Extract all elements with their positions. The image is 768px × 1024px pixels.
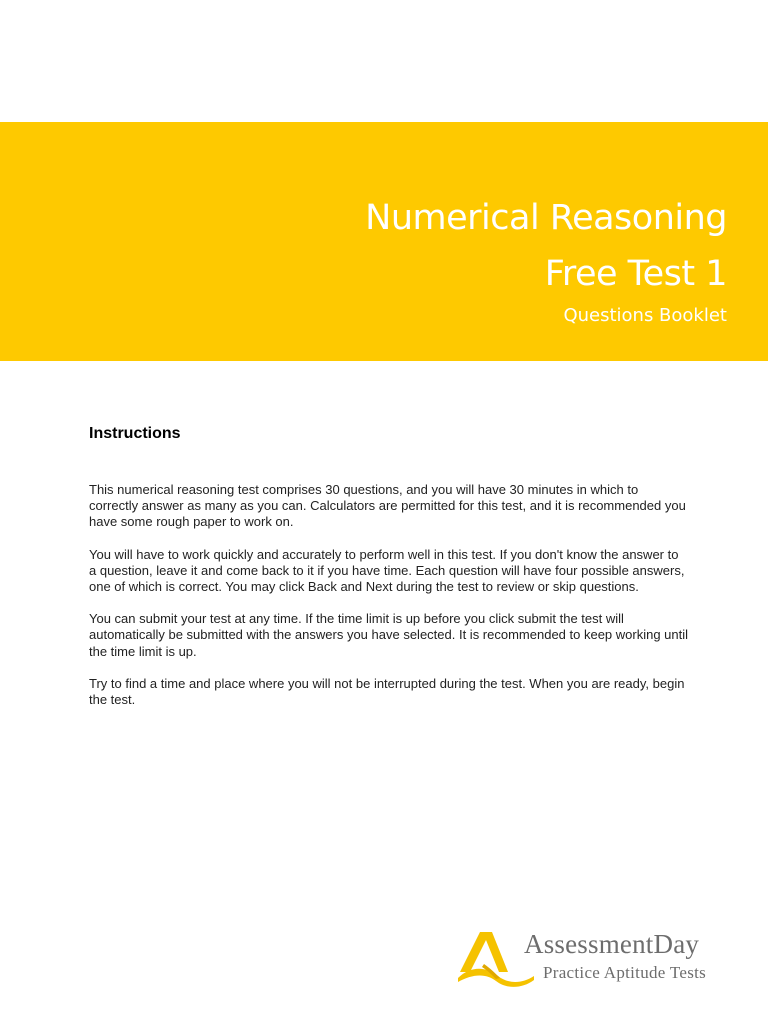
instructions-heading: Instructions (89, 425, 181, 442)
assessmentday-logo (456, 926, 746, 990)
title-line-1: Numerical Reasoning (365, 198, 727, 238)
document-subtitle: Questions Booklet (563, 305, 727, 326)
instructions-paragraph: This numerical reasoning test comprises 30 questions, and you will have 30 minutes in which to correctly answer as many as you can. Calculators are permitted for this test, and it is recommended you have some rough paper to work on. (89, 482, 686, 530)
instructions-paragraph: You can submit your test at any time. If the time limit is up before you click submit the test will automatically be submitted with the answers you have selected. It is recommended to keep working until the time limit is up. (89, 611, 689, 659)
logo-wordmark: AssessmentDay (524, 929, 700, 959)
instructions-paragraph: You will have to work quickly and accurately to perform well in this test. If you don't know the answer to a question, leave it and come back to it if you have time. Each question will have four possible answers, one of which is correct. You may click Back and Next during the test to review or skip questions. (89, 546, 685, 595)
instructions-paragraph: Try to find a time and place where you will not be interrupted during the test. When you are ready, begin the test. (89, 675, 685, 708)
instructions-body (89, 482, 689, 724)
title-line-2: Free Test 1 (544, 254, 727, 294)
document-title (365, 190, 727, 302)
logo-tagline: Practice Aptitude Tests (543, 963, 707, 982)
